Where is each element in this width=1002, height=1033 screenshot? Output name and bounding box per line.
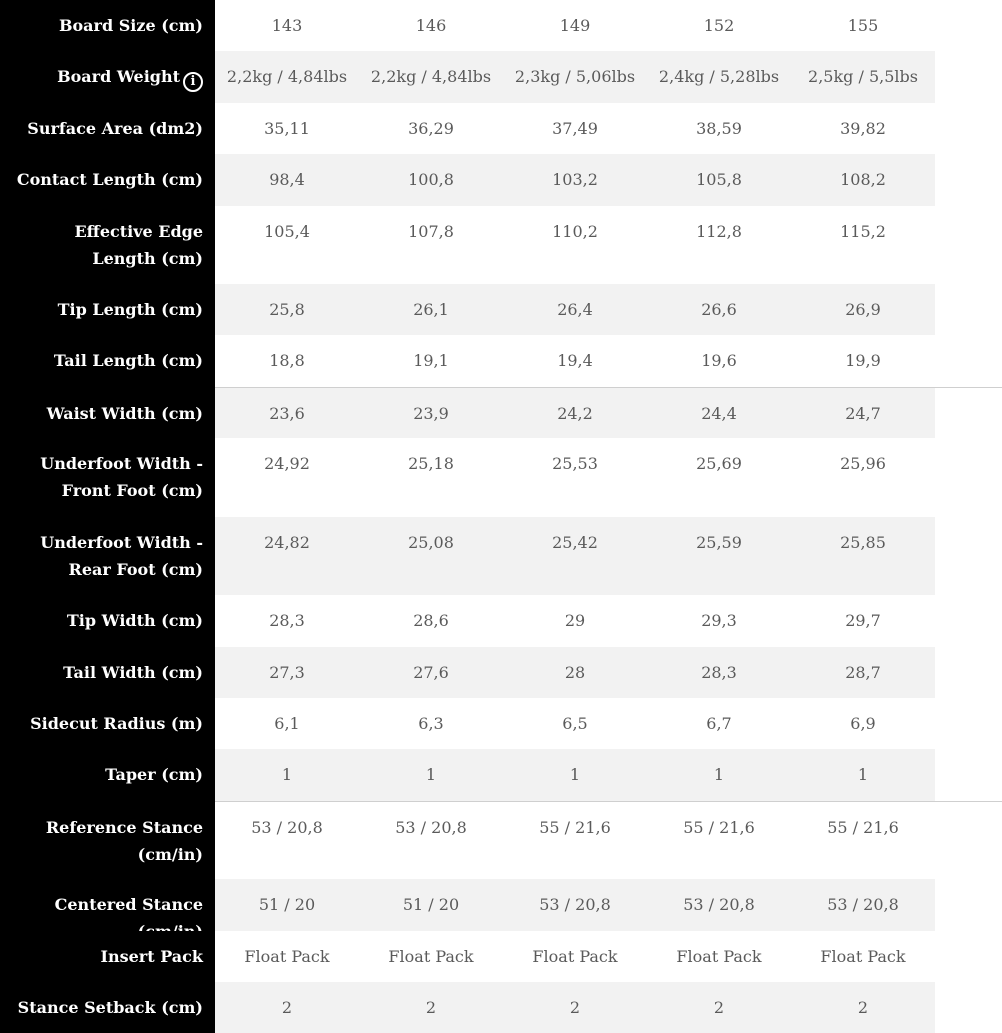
spec-row-centered-stance bbox=[0, 879, 1002, 930]
value-cell: 6,1 bbox=[215, 698, 359, 749]
value-cell: 115,2 bbox=[791, 206, 935, 285]
value-cell: 24,7 bbox=[791, 388, 935, 438]
value-cell: 2 bbox=[359, 982, 503, 1033]
value-cell: 25,53 bbox=[503, 438, 647, 517]
value-cell: 24,92 bbox=[215, 438, 359, 517]
row-label: Tail Length (cm) bbox=[0, 335, 215, 386]
value-cell: 2,2kg / 4,84lbs bbox=[215, 51, 359, 102]
row-label: Waist Width (cm) bbox=[0, 387, 215, 438]
value-cell: 98,4 bbox=[215, 154, 359, 205]
row-label: Surface Area (dm2) bbox=[0, 103, 215, 154]
spec-row-taper bbox=[0, 749, 1002, 800]
value-cell: 25,69 bbox=[647, 438, 791, 517]
value-cell: 23,6 bbox=[215, 388, 359, 438]
row-label: Tail Width (cm) bbox=[0, 647, 215, 698]
value-cell: Float Pack bbox=[503, 931, 647, 982]
value-cell: 6,5 bbox=[503, 698, 647, 749]
value-cell: 26,1 bbox=[359, 284, 503, 335]
value-cell: 155 bbox=[791, 0, 935, 51]
row-label: Board Size (cm) bbox=[0, 0, 215, 51]
value-cell: 2,4kg / 5,28lbs bbox=[647, 51, 791, 102]
value-cell: 152 bbox=[647, 0, 791, 51]
value-cell: 29,7 bbox=[791, 595, 935, 646]
value-cell: 6,3 bbox=[359, 698, 503, 749]
row-label: Stance Setback (cm) bbox=[0, 982, 215, 1033]
value-cell: 2 bbox=[503, 982, 647, 1033]
spec-row-waist-width bbox=[0, 387, 1002, 438]
spec-row-underfoot-width-front bbox=[0, 438, 1002, 517]
value-cell: 149 bbox=[503, 0, 647, 51]
value-cell: 26,9 bbox=[791, 284, 935, 335]
row-label: Underfoot Width - Front Foot (cm) bbox=[0, 438, 215, 517]
spec-row-board-weight bbox=[0, 51, 1002, 102]
row-label: Sidecut Radius (m) bbox=[0, 698, 215, 749]
value-cell: 25,08 bbox=[359, 517, 503, 596]
row-label: Contact Length (cm) bbox=[0, 154, 215, 205]
value-cell: 107,8 bbox=[359, 206, 503, 285]
row-label: Centered Stance bbox=[0, 879, 215, 930]
value-cell: 110,2 bbox=[503, 206, 647, 285]
value-cell: 2,3kg / 5,06lbs bbox=[503, 51, 647, 102]
row-label: Tip Width (cm) bbox=[0, 595, 215, 646]
value-cell: 1 bbox=[359, 749, 503, 800]
value-cell: 39,82 bbox=[791, 103, 935, 154]
value-cell: 105,4 bbox=[215, 206, 359, 285]
value-cell: 53 / 20,8 bbox=[503, 879, 647, 930]
value-cell: Float Pack bbox=[647, 931, 791, 982]
value-cell: 27,3 bbox=[215, 647, 359, 698]
value-cell: 28,6 bbox=[359, 595, 503, 646]
value-cell: 24,82 bbox=[215, 517, 359, 596]
value-cell: 6,7 bbox=[647, 698, 791, 749]
row-label: Underfoot Width - Rear Foot (cm) bbox=[0, 517, 215, 596]
value-cell: 2,2kg / 4,84lbs bbox=[359, 51, 503, 102]
value-cell: 53 / 20,8 bbox=[359, 802, 503, 880]
row-label: Tip Length (cm) bbox=[0, 284, 215, 335]
spec-row-effective-edge-length bbox=[0, 206, 1002, 285]
spec-row-surface-area bbox=[0, 103, 1002, 154]
value-cell: 18,8 bbox=[215, 335, 359, 386]
row-label bbox=[0, 51, 215, 102]
value-cell: 51 / 20 bbox=[359, 879, 503, 930]
spec-row-underfoot-width-rear bbox=[0, 517, 1002, 596]
value-cell: 55 / 21,6 bbox=[647, 802, 791, 880]
value-cell: 19,6 bbox=[647, 335, 791, 386]
value-cell: 25,18 bbox=[359, 438, 503, 517]
value-cell: 38,59 bbox=[647, 103, 791, 154]
value-cell: 26,4 bbox=[503, 284, 647, 335]
value-cell: Float Pack bbox=[791, 931, 935, 982]
value-cell: 28,3 bbox=[647, 647, 791, 698]
value-cell: Float Pack bbox=[359, 931, 503, 982]
spec-row-tip-length bbox=[0, 284, 1002, 335]
value-cell: 55 / 21,6 bbox=[503, 802, 647, 880]
row-label: Effective Edge Length (cm) bbox=[0, 206, 215, 285]
row-label: Insert Pack bbox=[0, 931, 215, 982]
value-cell: 53 / 20,8 bbox=[791, 879, 935, 930]
value-cell: 2,5kg / 5,5lbs bbox=[791, 51, 935, 102]
value-cell: 25,42 bbox=[503, 517, 647, 596]
value-cell: 37,49 bbox=[503, 103, 647, 154]
value-cell: 105,8 bbox=[647, 154, 791, 205]
spec-row-tail-length bbox=[0, 335, 1002, 386]
value-cell: 25,85 bbox=[791, 517, 935, 596]
value-cell: 26,6 bbox=[647, 284, 791, 335]
value-cell: Float Pack bbox=[215, 931, 359, 982]
row-label-text: Board Weight bbox=[57, 67, 180, 87]
value-cell: 143 bbox=[215, 0, 359, 51]
value-cell: 19,9 bbox=[791, 335, 935, 386]
value-cell: 36,29 bbox=[359, 103, 503, 154]
value-cell: 103,2 bbox=[503, 154, 647, 205]
value-cell: 28 bbox=[503, 647, 647, 698]
spec-row-board-size bbox=[0, 0, 1002, 51]
value-cell: 29 bbox=[503, 595, 647, 646]
value-cell: 53 / 20,8 bbox=[647, 879, 791, 930]
value-cell: 24,4 bbox=[647, 388, 791, 438]
value-cell: 1 bbox=[503, 749, 647, 800]
info-icon[interactable]: i bbox=[183, 72, 203, 92]
spec-row-tip-width bbox=[0, 595, 1002, 646]
value-cell: 1 bbox=[647, 749, 791, 800]
value-cell: 19,1 bbox=[359, 335, 503, 386]
value-cell: 19,4 bbox=[503, 335, 647, 386]
row-label: Taper (cm) bbox=[0, 749, 215, 800]
value-cell: 146 bbox=[359, 0, 503, 51]
value-cell: 25,96 bbox=[791, 438, 935, 517]
value-cell: 2 bbox=[791, 982, 935, 1033]
value-cell: 25,59 bbox=[647, 517, 791, 596]
value-cell: 24,2 bbox=[503, 388, 647, 438]
value-cell: 27,6 bbox=[359, 647, 503, 698]
value-cell: 6,9 bbox=[791, 698, 935, 749]
value-cell: 108,2 bbox=[791, 154, 935, 205]
value-cell: 51 / 20 bbox=[215, 879, 359, 930]
value-cell: 23,9 bbox=[359, 388, 503, 438]
value-cell: 28,3 bbox=[215, 595, 359, 646]
value-cell: 1 bbox=[791, 749, 935, 800]
value-cell: 35,11 bbox=[215, 103, 359, 154]
value-cell: 25,8 bbox=[215, 284, 359, 335]
value-cell: 1 bbox=[215, 749, 359, 800]
spec-row-sidecut-radius bbox=[0, 698, 1002, 749]
row-label: Reference Stance (cm/in) bbox=[0, 801, 215, 880]
value-cell: 29,3 bbox=[647, 595, 791, 646]
value-cell: 2 bbox=[647, 982, 791, 1033]
value-cell: 55 / 21,6 bbox=[791, 802, 935, 880]
value-cell: 112,8 bbox=[647, 206, 791, 285]
value-cell: 100,8 bbox=[359, 154, 503, 205]
spec-row-stance-setback bbox=[0, 982, 1002, 1033]
spec-row-reference-stance bbox=[0, 801, 1002, 880]
value-cell: 53 / 20,8 bbox=[215, 802, 359, 880]
spec-row-insert-pack bbox=[0, 931, 1002, 982]
spec-row-tail-width bbox=[0, 647, 1002, 698]
spec-row-contact-length bbox=[0, 154, 1002, 205]
value-cell: 28,7 bbox=[791, 647, 935, 698]
value-cell: 2 bbox=[215, 982, 359, 1033]
